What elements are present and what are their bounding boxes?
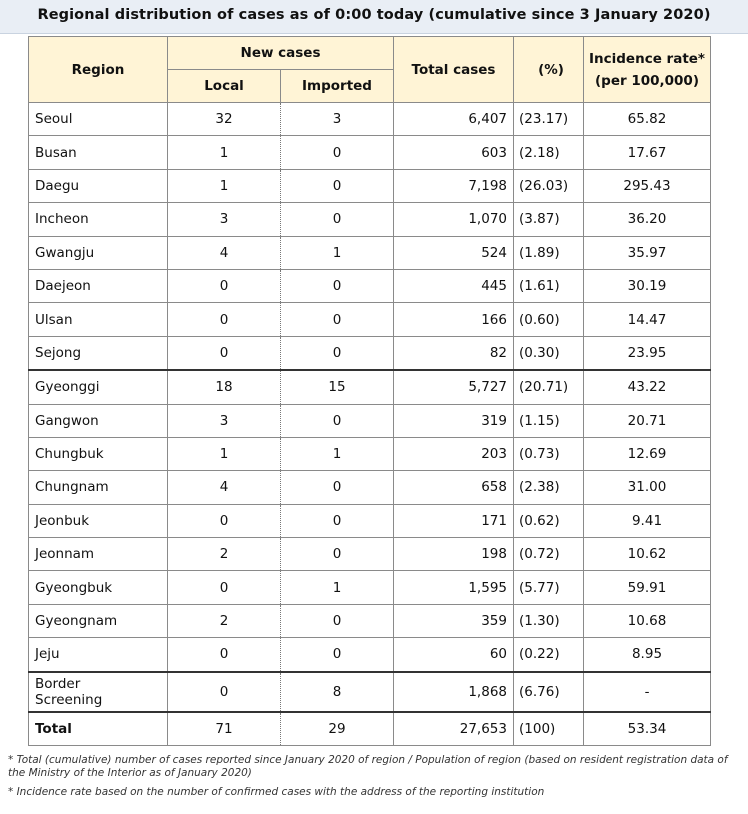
- imported-cell: 0: [281, 269, 394, 302]
- local-cell: 1: [168, 136, 281, 169]
- percent-cell: (0.60): [514, 303, 584, 336]
- total-cell: 60: [394, 638, 514, 672]
- total-cell: 359: [394, 604, 514, 637]
- table-row: [29, 437, 711, 470]
- table-row: [29, 303, 711, 336]
- imported-cell: 0: [281, 538, 394, 571]
- header-total-cases: Total cases: [394, 37, 514, 103]
- header-imported: Imported: [281, 70, 394, 103]
- imported-cell: 0: [281, 169, 394, 202]
- total-cell: 319: [394, 404, 514, 437]
- table-row-border-screening: [29, 672, 711, 712]
- table-row: [29, 604, 711, 637]
- imported-cell: 0: [281, 136, 394, 169]
- regional-cases-table: [28, 36, 711, 746]
- imported-cell: 15: [281, 370, 394, 404]
- region-line1: Border: [35, 675, 81, 692]
- rate-cell: 8.95: [584, 638, 711, 672]
- rate-cell: 10.62: [584, 538, 711, 571]
- percent-cell: (23.17): [514, 103, 584, 136]
- percent-cell: (2.38): [514, 471, 584, 504]
- percent-cell: (1.15): [514, 404, 584, 437]
- table-row: [29, 471, 711, 504]
- rate-cell: 36.20: [584, 203, 711, 236]
- table-row: [29, 504, 711, 537]
- region-cell: Jeonbuk: [29, 504, 168, 537]
- table-row: [29, 203, 711, 236]
- total-cell: 7,198: [394, 169, 514, 202]
- rate-cell: 35.97: [584, 236, 711, 269]
- region-line2: Screening: [35, 691, 103, 708]
- footnote-1: * Total (cumulative) number of cases reported since January 2020 of region / Population of region (based on resident registration data of the Ministry of the Interior as of January 2020): [8, 754, 728, 779]
- imported-cell: 1: [281, 571, 394, 604]
- rate-cell: 43.22: [584, 370, 711, 404]
- table-row: [29, 169, 711, 202]
- rate-cell: 295.43: [584, 169, 711, 202]
- percent-cell: (100): [514, 712, 584, 746]
- percent-cell: (0.22): [514, 638, 584, 672]
- region-cell: Busan: [29, 136, 168, 169]
- total-cell: 658: [394, 471, 514, 504]
- rate-cell: 20.71: [584, 404, 711, 437]
- table-row: [29, 571, 711, 604]
- rate-cell: 10.68: [584, 604, 711, 637]
- rate-cell: 14.47: [584, 303, 711, 336]
- rate-cell: 23.95: [584, 336, 711, 370]
- imported-cell: 29: [281, 712, 394, 746]
- local-cell: 0: [168, 638, 281, 672]
- total-cell: 27,653: [394, 712, 514, 746]
- rate-cell: 59.91: [584, 571, 711, 604]
- local-cell: 2: [168, 604, 281, 637]
- region-cell: Incheon: [29, 203, 168, 236]
- footnote-2: * Incidence rate based on the number of confirmed cases with the address of the reporting institution: [8, 786, 545, 798]
- local-cell: 18: [168, 370, 281, 404]
- table-row: [29, 269, 711, 302]
- total-cell: 166: [394, 303, 514, 336]
- table-row: [29, 136, 711, 169]
- percent-cell: (0.73): [514, 437, 584, 470]
- rate-cell: -: [584, 672, 711, 712]
- header-local: Local: [168, 70, 281, 103]
- region-cell: [29, 672, 168, 712]
- rate-cell: 17.67: [584, 136, 711, 169]
- header-incidence-line1: Incidence rate*: [589, 50, 705, 67]
- imported-cell: 0: [281, 638, 394, 672]
- total-cell: 5,727: [394, 370, 514, 404]
- percent-cell: (1.89): [514, 236, 584, 269]
- region-cell: Total: [29, 712, 168, 746]
- region-cell: Gyeongbuk: [29, 571, 168, 604]
- rate-cell: 31.00: [584, 471, 711, 504]
- region-cell: Gyeonggi: [29, 370, 168, 404]
- imported-cell: 1: [281, 437, 394, 470]
- region-cell: Seoul: [29, 103, 168, 136]
- local-cell: 1: [168, 437, 281, 470]
- total-cell: 1,070: [394, 203, 514, 236]
- region-cell: Daegu: [29, 169, 168, 202]
- percent-cell: (6.76): [514, 672, 584, 712]
- percent-cell: (0.72): [514, 538, 584, 571]
- rate-cell: 9.41: [584, 504, 711, 537]
- local-cell: 3: [168, 404, 281, 437]
- local-cell: 0: [168, 269, 281, 302]
- region-cell: Jeju: [29, 638, 168, 672]
- table-row: [29, 404, 711, 437]
- rate-cell: 53.34: [584, 712, 711, 746]
- imported-cell: 0: [281, 303, 394, 336]
- region-cell: Chungbuk: [29, 437, 168, 470]
- local-cell: 0: [168, 504, 281, 537]
- region-cell: Gangwon: [29, 404, 168, 437]
- table-row: [29, 538, 711, 571]
- table-row: [29, 336, 711, 370]
- percent-cell: (3.87): [514, 203, 584, 236]
- imported-cell: 0: [281, 504, 394, 537]
- local-cell: 0: [168, 571, 281, 604]
- rate-cell: 30.19: [584, 269, 711, 302]
- percent-cell: (20.71): [514, 370, 584, 404]
- percent-cell: (2.18): [514, 136, 584, 169]
- total-cell: 603: [394, 136, 514, 169]
- rate-cell: 65.82: [584, 103, 711, 136]
- total-cell: 524: [394, 236, 514, 269]
- total-cell: 1,868: [394, 672, 514, 712]
- title-bar: [0, 0, 748, 34]
- percent-cell: (1.61): [514, 269, 584, 302]
- imported-cell: 0: [281, 404, 394, 437]
- header-region: Region: [29, 37, 168, 103]
- header-new-cases: New cases: [168, 37, 394, 70]
- percent-cell: (0.62): [514, 504, 584, 537]
- imported-cell: 1: [281, 236, 394, 269]
- local-cell: 0: [168, 303, 281, 336]
- table-row: [29, 638, 711, 672]
- rate-cell: 12.69: [584, 437, 711, 470]
- local-cell: 3: [168, 203, 281, 236]
- region-cell: Gyeongnam: [29, 604, 168, 637]
- imported-cell: 0: [281, 604, 394, 637]
- local-cell: 4: [168, 236, 281, 269]
- region-cell: Ulsan: [29, 303, 168, 336]
- percent-cell: (26.03): [514, 169, 584, 202]
- total-cell: 1,595: [394, 571, 514, 604]
- percent-cell: (0.30): [514, 336, 584, 370]
- total-cell: 198: [394, 538, 514, 571]
- table-row: [29, 236, 711, 269]
- imported-cell: 3: [281, 103, 394, 136]
- header-percent: (%): [514, 37, 584, 103]
- local-cell: 2: [168, 538, 281, 571]
- table-row-total: [29, 712, 711, 746]
- table-row: [29, 370, 711, 404]
- region-cell: Chungnam: [29, 471, 168, 504]
- percent-cell: (1.30): [514, 604, 584, 637]
- header-incidence-line2: (per 100,000): [594, 72, 699, 89]
- total-cell: 6,407: [394, 103, 514, 136]
- total-cell: 171: [394, 504, 514, 537]
- local-cell: 71: [168, 712, 281, 746]
- table-row: [29, 103, 711, 136]
- table-body: [29, 103, 711, 746]
- imported-cell: 0: [281, 203, 394, 236]
- local-cell: 0: [168, 336, 281, 370]
- footnotes: [8, 754, 743, 805]
- imported-cell: 8: [281, 672, 394, 712]
- total-cell: 203: [394, 437, 514, 470]
- local-cell: 32: [168, 103, 281, 136]
- region-cell: Jeonnam: [29, 538, 168, 571]
- header-incidence-rate: [584, 37, 711, 103]
- local-cell: 1: [168, 169, 281, 202]
- region-cell: Gwangju: [29, 236, 168, 269]
- imported-cell: 0: [281, 336, 394, 370]
- local-cell: 4: [168, 471, 281, 504]
- region-cell: Sejong: [29, 336, 168, 370]
- region-cell: Daejeon: [29, 269, 168, 302]
- percent-cell: (5.77): [514, 571, 584, 604]
- total-cell: 82: [394, 336, 514, 370]
- page-title: Regional distribution of cases as of 0:00 today (cumulative since 3 January 2020): [37, 7, 711, 23]
- local-cell: 0: [168, 672, 281, 712]
- total-cell: 445: [394, 269, 514, 302]
- imported-cell: 0: [281, 471, 394, 504]
